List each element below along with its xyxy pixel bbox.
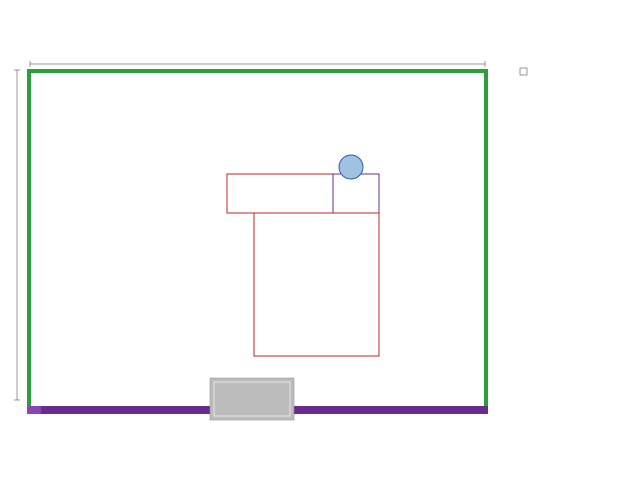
garden-fence-top bbox=[27, 69, 488, 73]
garden-fence-bottom-right bbox=[294, 406, 488, 414]
storage-shed bbox=[333, 174, 379, 213]
water-barrel bbox=[339, 155, 363, 179]
legend-scale-swatch bbox=[520, 68, 527, 75]
garden-fence-bottom-left bbox=[27, 406, 210, 414]
chicken-yard-fence bbox=[254, 213, 379, 356]
garden-gate-arbor bbox=[210, 378, 294, 420]
garden-fence-right bbox=[484, 69, 488, 414]
garden-fence-bottom-left-cap bbox=[27, 406, 41, 414]
garden-fence-left bbox=[27, 69, 31, 414]
chicken-coop-building bbox=[227, 174, 333, 213]
